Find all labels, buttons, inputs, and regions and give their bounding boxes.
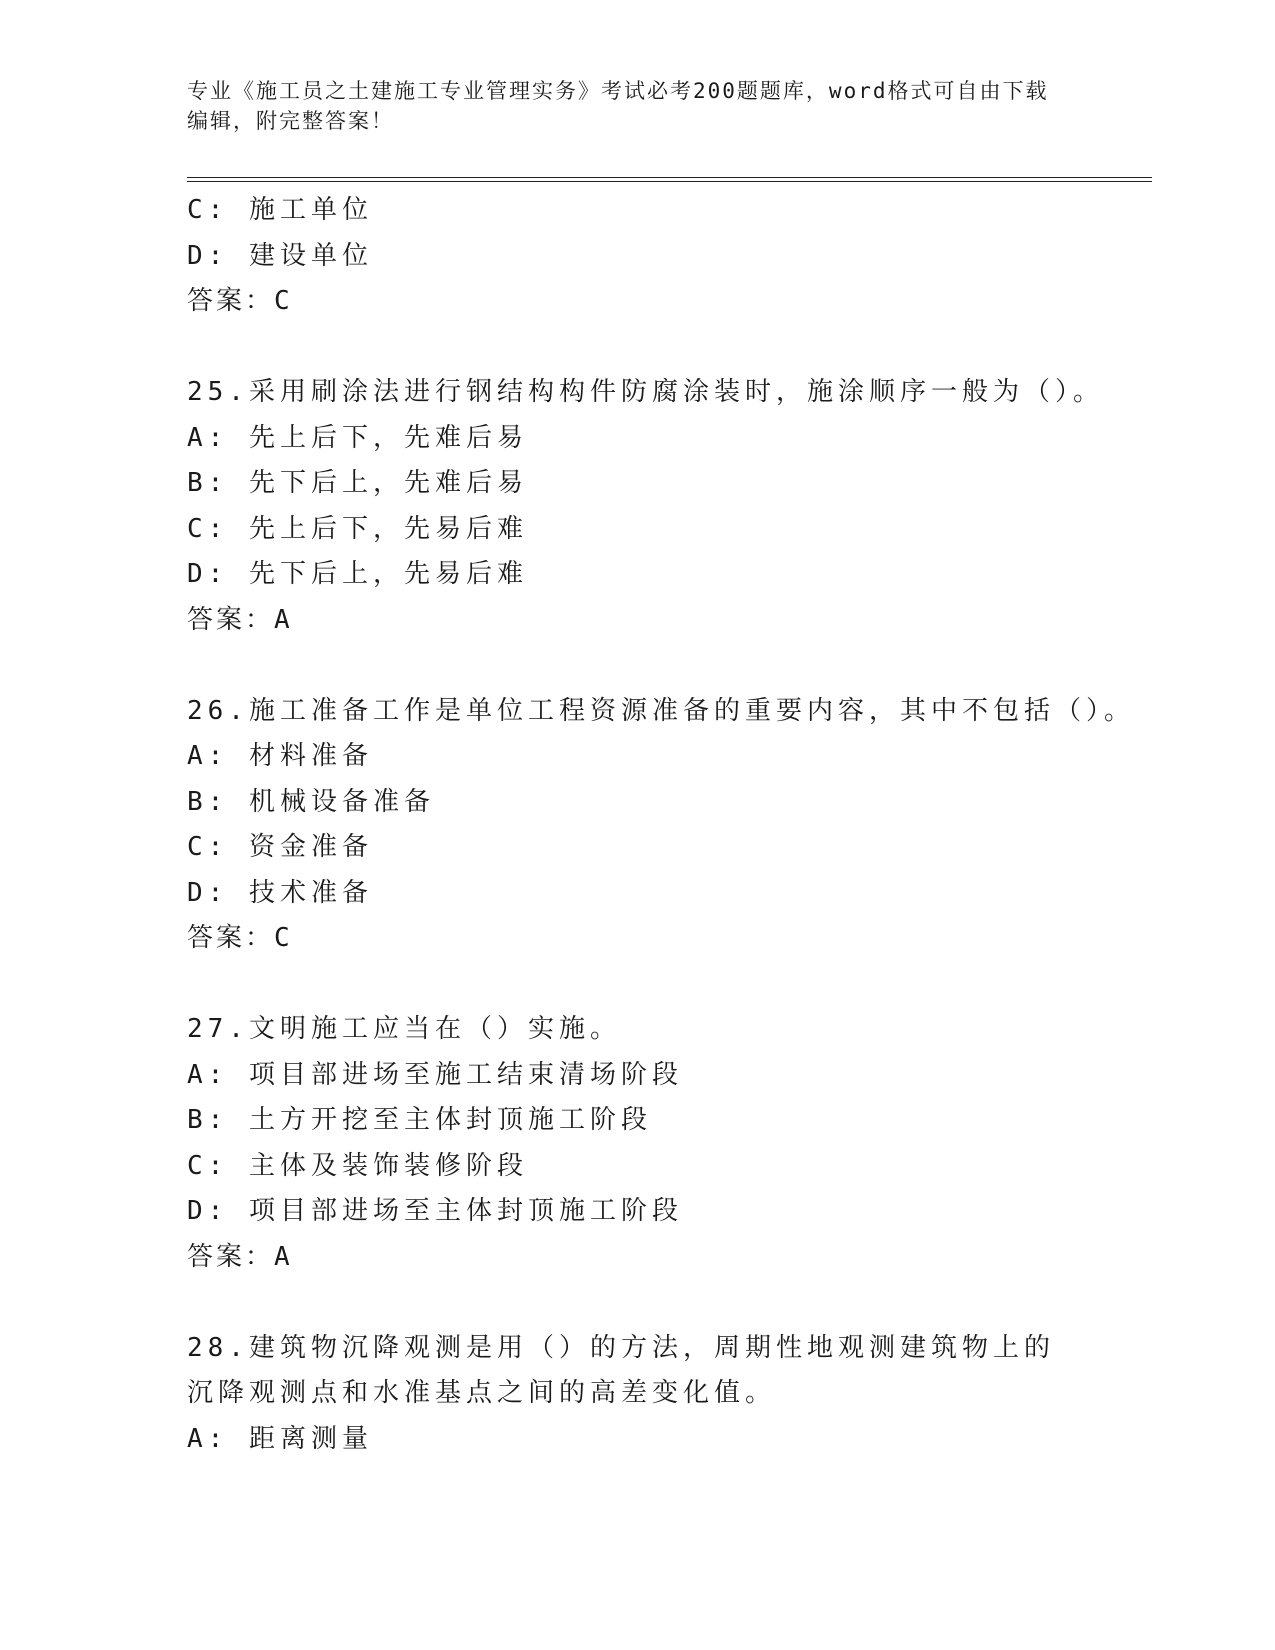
answer-line bbox=[187, 598, 1087, 644]
option-label: A: bbox=[187, 1059, 229, 1090]
option-label: D: bbox=[187, 877, 229, 908]
option-label: A: bbox=[187, 1423, 229, 1454]
option-line bbox=[187, 416, 1087, 462]
option-label: D: bbox=[187, 1196, 229, 1226]
option-label: B: bbox=[187, 1105, 229, 1135]
option-line bbox=[187, 780, 1087, 826]
answer-label: 答案： bbox=[187, 286, 275, 316]
option-label: C: bbox=[187, 513, 229, 544]
option-label: C: bbox=[187, 195, 229, 225]
question-content bbox=[187, 188, 1135, 1462]
option-line bbox=[187, 1098, 1087, 1144]
header-text: 专业《施工员之土建施工专业管理实务》考试必考200题题库，word格式可自由下载编辑，附完整答案！ bbox=[187, 79, 1049, 133]
option-line bbox=[187, 461, 1087, 507]
answer-value: C bbox=[274, 286, 293, 316]
option-text: 项目部进场至施工结束清场阶段 bbox=[248, 1059, 683, 1090]
question-stem: 27.文明施工应当在（）实施。 bbox=[187, 1014, 621, 1044]
option-line bbox=[187, 188, 1087, 234]
spacer bbox=[187, 643, 1087, 689]
answer-line bbox=[187, 1235, 1087, 1281]
option-text: 项目部进场至主体封顶施工阶段 bbox=[248, 1196, 683, 1226]
option-text: 机械设备准备 bbox=[248, 786, 435, 817]
option-label: A: bbox=[187, 741, 229, 771]
document-header bbox=[187, 76, 1067, 136]
option-text: 技术准备 bbox=[248, 877, 373, 908]
option-text: 土方开挖至主体封顶施工阶段 bbox=[248, 1105, 652, 1135]
option-line bbox=[187, 1417, 1087, 1463]
answer-line bbox=[187, 916, 1087, 962]
option-text: 主体及装饰装修阶段 bbox=[248, 1150, 528, 1181]
option-label: B: bbox=[187, 786, 229, 817]
option-line bbox=[187, 1053, 1087, 1099]
option-line bbox=[187, 1144, 1087, 1190]
spacer bbox=[187, 325, 1087, 371]
option-line bbox=[187, 552, 1087, 598]
option-text: 先上后下，先易后难 bbox=[248, 513, 528, 544]
spacer bbox=[187, 962, 1087, 1008]
option-text: 资金准备 bbox=[248, 832, 373, 862]
option-text: 先上后下，先难后易 bbox=[248, 422, 528, 453]
answer-value: A bbox=[274, 1241, 293, 1272]
answer-value: A bbox=[274, 604, 293, 635]
option-line bbox=[187, 507, 1087, 553]
option-text: 施工单位 bbox=[248, 195, 373, 225]
option-text: 先下后上，先难后易 bbox=[248, 468, 528, 498]
option-label: C: bbox=[187, 832, 229, 862]
option-text: 先下后上，先易后难 bbox=[248, 559, 528, 589]
question-stem: 26.施工准备工作是单位工程资源准备的重要内容，其中不包括（）。 bbox=[187, 695, 1135, 726]
option-line bbox=[187, 1189, 1087, 1235]
question-stem: 28.建筑物沉降观测是用（）的方法，周期性地观测建筑物上的沉降观测点和水准基点之间的高差变化值。 bbox=[187, 1332, 1055, 1408]
option-line bbox=[187, 234, 1087, 280]
question-stem: 25.采用刷涂法进行钢结构构件防腐涂装时，施涂顺序一般为（）。 bbox=[187, 377, 1104, 407]
answer-label: 答案： bbox=[187, 923, 275, 953]
answer-value: C bbox=[274, 923, 293, 953]
option-label: C: bbox=[187, 1150, 229, 1181]
answer-line bbox=[187, 279, 1087, 325]
option-label: B: bbox=[187, 468, 229, 498]
option-line bbox=[187, 871, 1087, 917]
option-text: 距离测量 bbox=[248, 1423, 373, 1454]
option-line bbox=[187, 825, 1087, 871]
header-divider bbox=[187, 177, 1152, 182]
spacer bbox=[187, 1280, 1087, 1326]
option-line bbox=[187, 734, 1087, 780]
option-label: D: bbox=[187, 559, 229, 589]
answer-label: 答案： bbox=[187, 604, 275, 635]
option-label: D: bbox=[187, 240, 229, 271]
option-text: 建设单位 bbox=[248, 240, 373, 271]
option-label: A: bbox=[187, 422, 229, 453]
answer-label: 答案： bbox=[187, 1241, 275, 1272]
option-text: 材料准备 bbox=[248, 741, 373, 771]
